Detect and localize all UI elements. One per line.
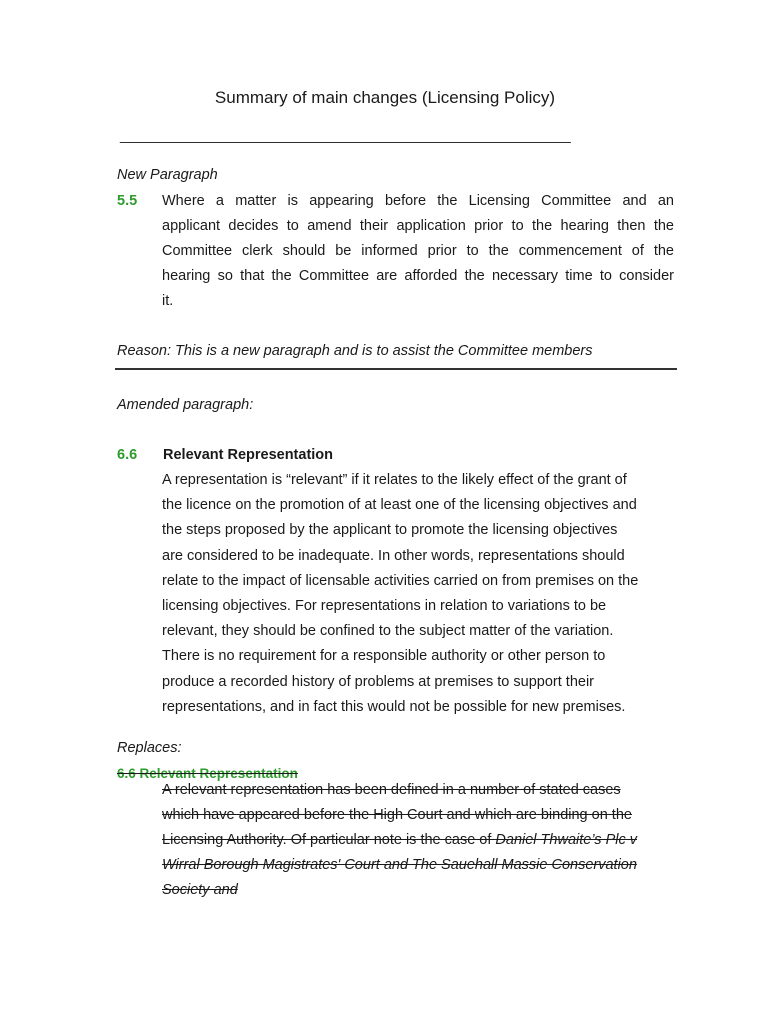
paragraph-5-5-line-5: it. — [162, 293, 174, 309]
replaced-heading: 6.6 Relevant Representation — [117, 766, 298, 781]
case-citation-start: Daniel Thwaite’s Plc v — [495, 832, 637, 848]
paragraph-5-5-line-1: Where a matter is appearing before the Licensing Committee and an — [162, 193, 674, 209]
replaced-line-1: A relevant representation has been defined in a number of stated cases — [162, 782, 621, 798]
new-paragraph-label: New Paragraph — [117, 167, 218, 183]
paragraph-6-6-line-2: the licence on the promotion of at least one of the licensing objectives and — [162, 497, 637, 513]
paragraph-6-6-line-9: produce a recorded history of problems at premises to support their — [162, 674, 594, 690]
replaced-line-5: Society and — [162, 882, 238, 898]
amended-paragraph-label: Amended paragraph: — [117, 397, 254, 413]
paragraph-6-6-line-5: relate to the impact of licensable activities carried on from premises on the — [162, 573, 639, 589]
replaced-line-4: Wirral Borough Magistrates' Court and The Sauehall Massie Conservation — [162, 857, 637, 873]
paragraph-number-5-5: 5.5 — [117, 193, 138, 209]
title-underline: ________________________________________________________ — [120, 127, 571, 144]
reason-text: Reason: This is a new paragraph and is to assist the Committee members — [117, 343, 593, 359]
paragraph-6-6-line-8: There is no requirement for a responsible authority or other person to — [162, 648, 606, 664]
paragraph-6-6-line-4: are considered to be inadequate. In other words, representations should — [162, 548, 625, 564]
paragraph-6-6-line-3: the steps proposed by the applicant to promote the licensing objectives — [162, 522, 618, 538]
paragraph-number-6-6: 6.6 — [117, 447, 138, 463]
paragraph-6-6-heading: Relevant Representation — [163, 447, 334, 463]
paragraph-6-6-line-1: A representation is “relevant” if it relates to the likely effect of the grant of — [162, 472, 627, 488]
page-title: Summary of main changes (Licensing Policy) — [214, 88, 556, 107]
paragraph-6-6-line-6: licensing objectives. For representations in relation to variations to be — [162, 598, 607, 614]
paragraph-5-5-line-4: hearing so that the Committee are afforded the necessary time to consider — [162, 268, 674, 284]
paragraph-6-6-line-10: representations, and in fact this would not be possible for new premises. — [162, 699, 626, 715]
section-divider — [115, 368, 677, 370]
replaces-label: Replaces: — [117, 740, 182, 756]
replaced-line-3-text: Licensing Authority. Of particular note is the case of — [162, 832, 496, 848]
paragraph-5-5-line-3: Committee clerk should be informed prior to the commencement of the — [162, 243, 674, 259]
paragraph-5-5-line-2: applicant decides to amend their application prior to the hearing then the — [162, 218, 674, 234]
paragraph-6-6-line-7: relevant, they should be confined to the subject matter of the variation. — [162, 623, 614, 639]
replaced-line-2: which have appeared before the High Court and which are binding on the — [162, 807, 632, 823]
replaced-line-3 — [162, 832, 637, 848]
